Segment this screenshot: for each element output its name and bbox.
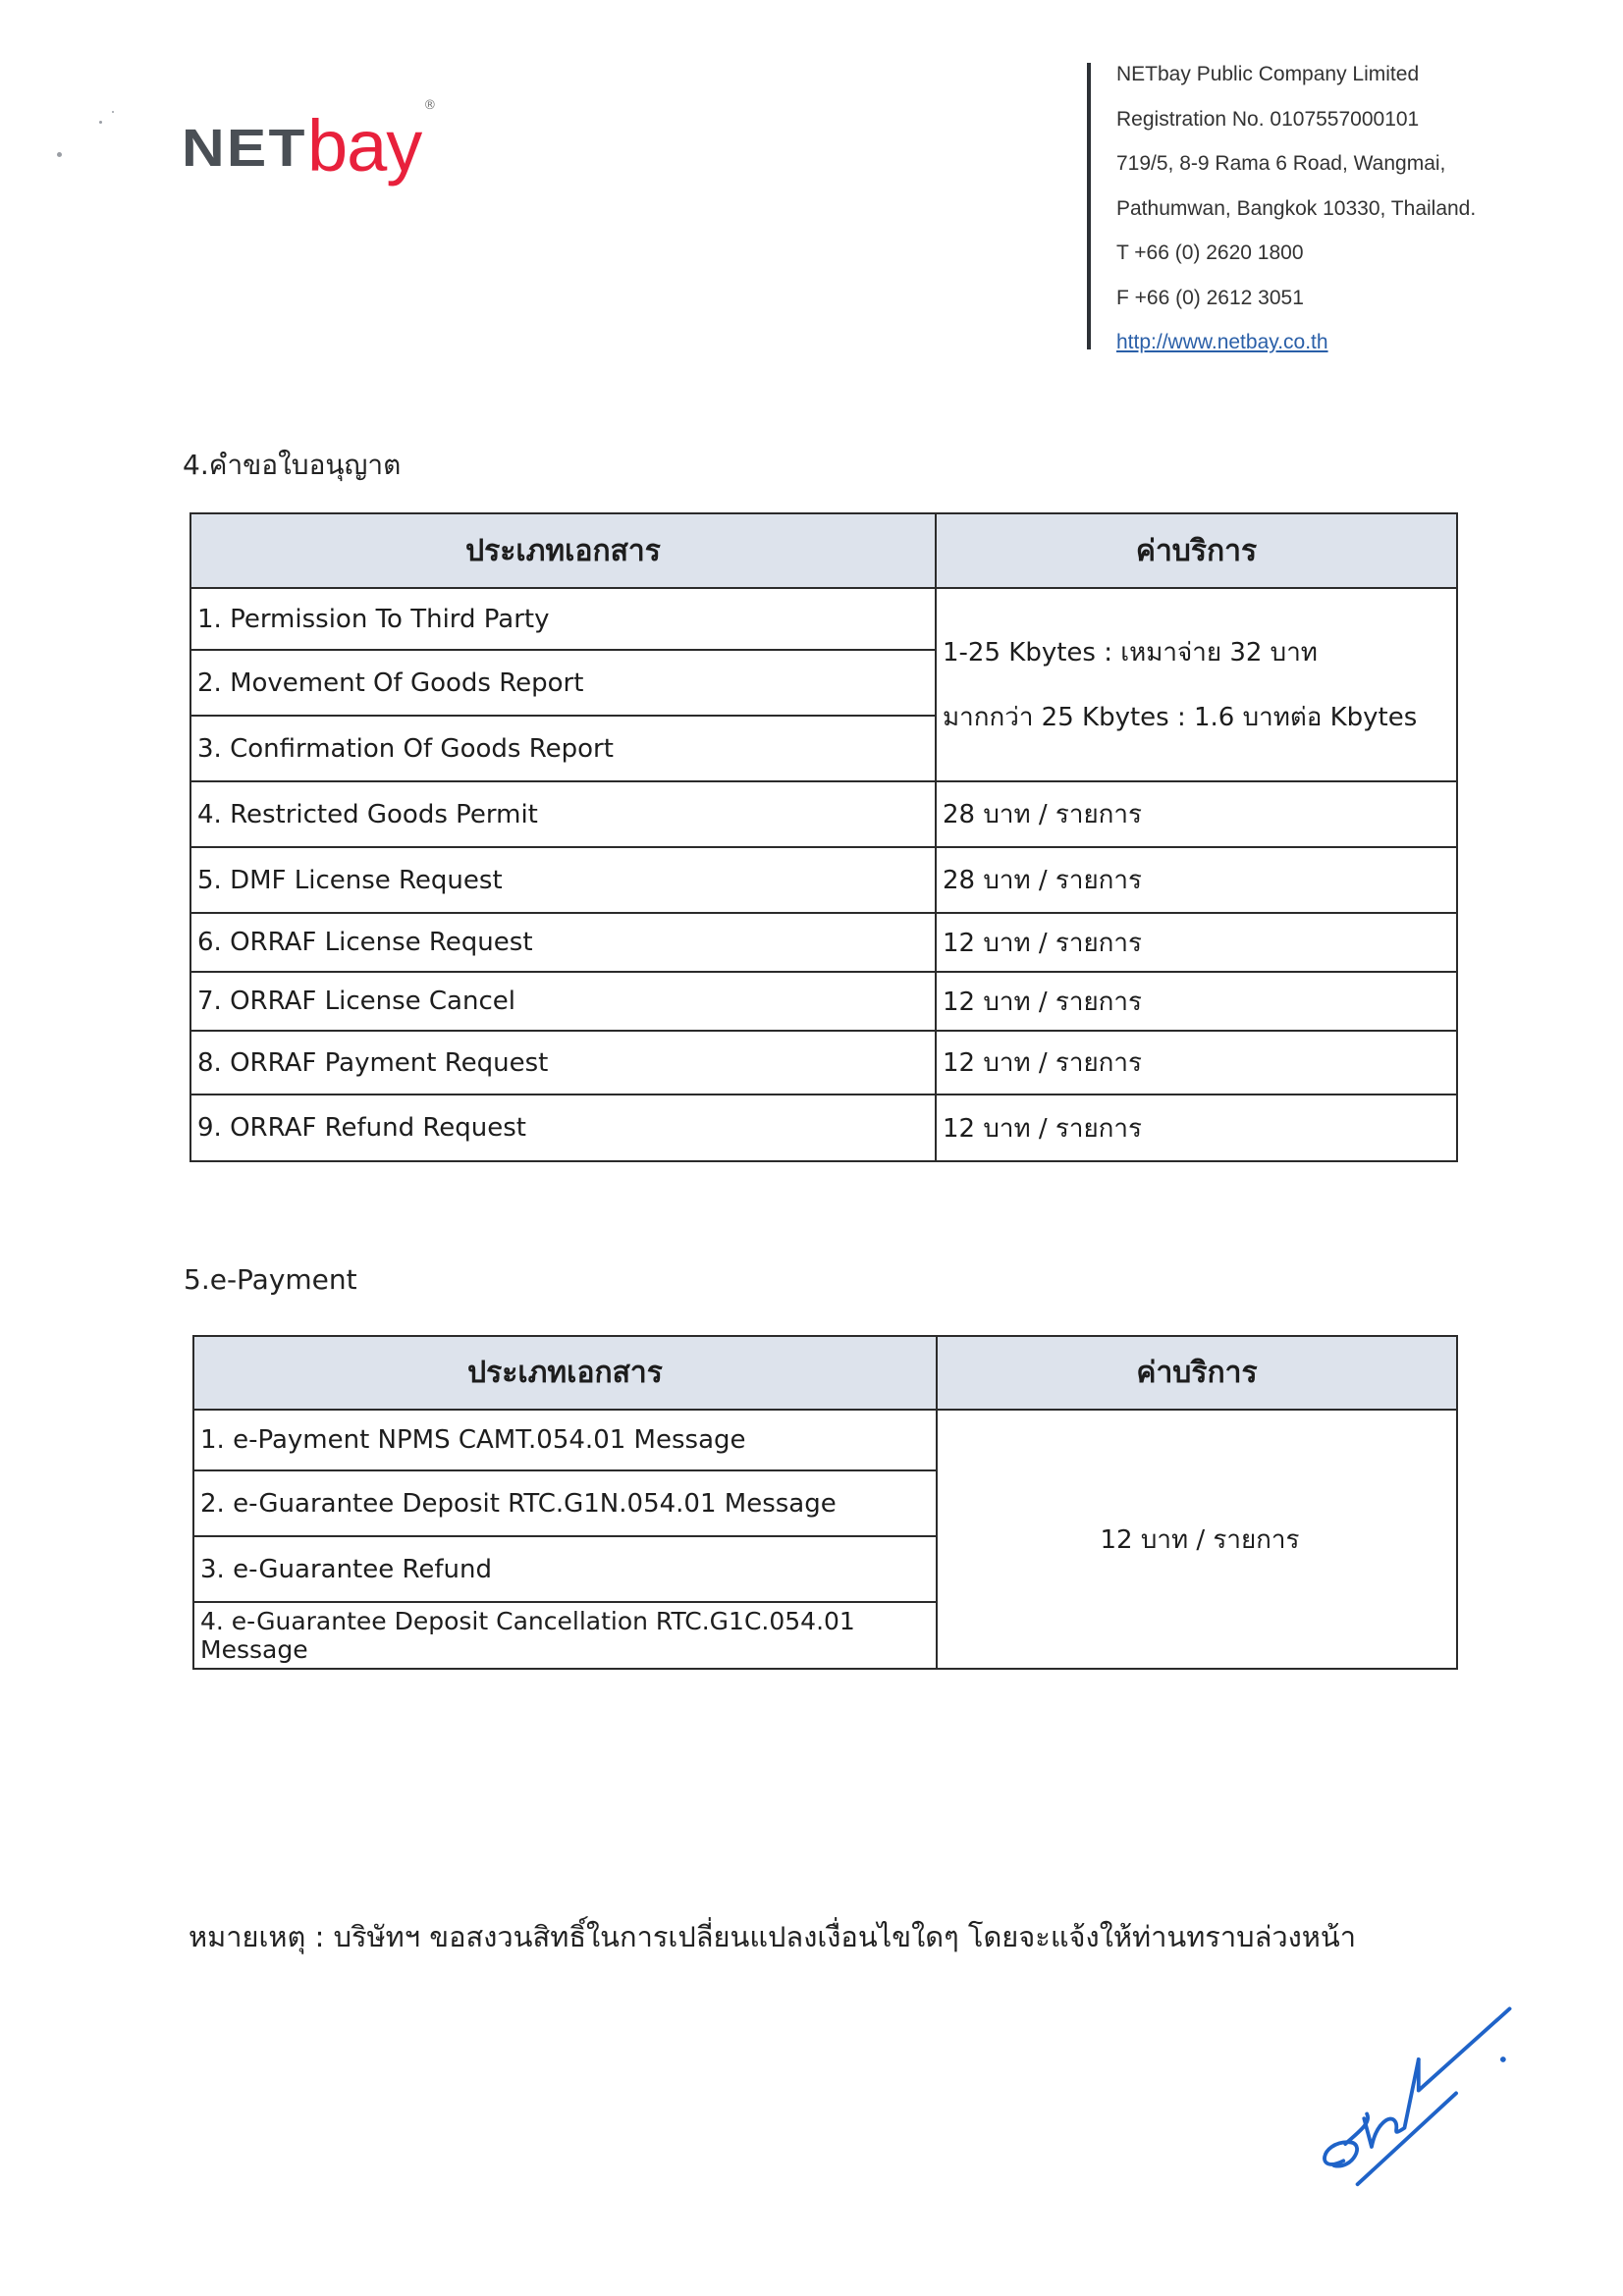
company-name: NETbay Public Company Limited bbox=[1116, 63, 1420, 85]
fee-cell-grouped bbox=[936, 588, 1457, 781]
document-type-cell: 6. ORRAF License Request bbox=[190, 913, 936, 972]
document-type-cell: 8. ORRAF Payment Request bbox=[190, 1031, 936, 1095]
fee-cell-merged: 12 บาท / รายการ bbox=[937, 1410, 1457, 1669]
section-4-title: 4.คำขอใบอนุญาต bbox=[183, 449, 402, 481]
phone-number: T +66 (0) 2620 1800 bbox=[1116, 241, 1304, 264]
document-type-cell: 1. Permission To Third Party bbox=[190, 588, 936, 650]
fee-cell: 12 บาท / รายการ bbox=[936, 913, 1457, 972]
document-type-cell: 7. ORRAF License Cancel bbox=[190, 972, 936, 1031]
table-row bbox=[190, 588, 1457, 650]
logo-bay-text: bay bbox=[307, 105, 422, 187]
address-line-1: 719/5, 8-9 Rama 6 Road, Wangmai, bbox=[1116, 152, 1446, 175]
document-type-cell: 2. Movement Of Goods Report bbox=[190, 650, 936, 716]
column-header-document-type: ประเภทเอกสาร bbox=[190, 513, 936, 588]
license-fee-table bbox=[189, 512, 1458, 1162]
fee-line-1: 1-25 Kbytes : เหมาจ่าย 32 บาท bbox=[943, 637, 1318, 667]
document-type-cell: 9. ORRAF Refund Request bbox=[190, 1095, 936, 1161]
fee-cell: 12 บาท / รายการ bbox=[936, 1031, 1457, 1095]
fee-line-2: มากกว่า 25 Kbytes : 1.6 บาทต่อ Kbytes bbox=[943, 702, 1418, 732]
footnote: หมายเหตุ : บริษัทฯ ขอสงวนสิทธิ์ในการเปลี่ยนแปลงเงื่อนไขใดๆ โดยจะแจ้งให้ท่านทราบล่วงหน้า bbox=[189, 1920, 1357, 1953]
fee-cell: 28 บาท / รายการ bbox=[936, 847, 1457, 913]
address-line-2: Pathumwan, Bangkok 10330, Thailand. bbox=[1116, 196, 1477, 220]
document-type-cell: 1. e-Payment NPMS CAMT.054.01 Message bbox=[193, 1410, 937, 1470]
column-header-service-fee: ค่าบริการ bbox=[936, 513, 1457, 588]
column-header-service-fee: ค่าบริการ bbox=[937, 1336, 1457, 1410]
document-type-cell: 3. Confirmation Of Goods Report bbox=[190, 716, 936, 781]
fee-cell: 28 บาท / รายการ bbox=[936, 781, 1457, 847]
document-type-cell: 4. Restricted Goods Permit bbox=[190, 781, 936, 847]
website-link[interactable]: http://www.netbay.co.th bbox=[1116, 331, 1328, 353]
netbay-logo bbox=[182, 96, 437, 187]
table-row bbox=[193, 1410, 1457, 1470]
e-payment-fee-table bbox=[192, 1335, 1458, 1670]
document-type-cell: 4. e-Guarantee Deposit Cancellation RTC.G1C.054.01 Message bbox=[193, 1602, 937, 1669]
document-type-cell: 5. DMF License Request bbox=[190, 847, 936, 913]
table-row bbox=[190, 913, 1457, 972]
table-row bbox=[190, 847, 1457, 913]
website-row bbox=[1116, 331, 1476, 376]
section-5-title: 5.e-Payment bbox=[184, 1263, 357, 1296]
table-header-row bbox=[190, 513, 1457, 588]
registration-number: Registration No. 0107557000101 bbox=[1116, 107, 1420, 131]
fee-cell: 12 บาท / รายการ bbox=[936, 972, 1457, 1031]
table-row bbox=[190, 781, 1457, 847]
company-info-block bbox=[1087, 63, 1477, 353]
document-type-cell: 3. e-Guarantee Refund bbox=[193, 1536, 937, 1602]
signature-icon bbox=[1276, 1973, 1551, 2189]
table-row bbox=[190, 1031, 1457, 1095]
document-type-cell: 2. e-Guarantee Deposit RTC.G1N.054.01 Message bbox=[193, 1470, 937, 1536]
column-header-document-type: ประเภทเอกสาร bbox=[193, 1336, 937, 1410]
table-header-row bbox=[193, 1336, 1457, 1410]
logo-net-text: NET bbox=[182, 119, 307, 178]
table-row bbox=[190, 1095, 1457, 1161]
fax-number: F +66 (0) 2612 3051 bbox=[1116, 286, 1304, 309]
table-row bbox=[190, 972, 1457, 1031]
fee-cell: 12 บาท / รายการ bbox=[936, 1095, 1457, 1161]
registered-mark-icon: ® bbox=[423, 98, 437, 113]
